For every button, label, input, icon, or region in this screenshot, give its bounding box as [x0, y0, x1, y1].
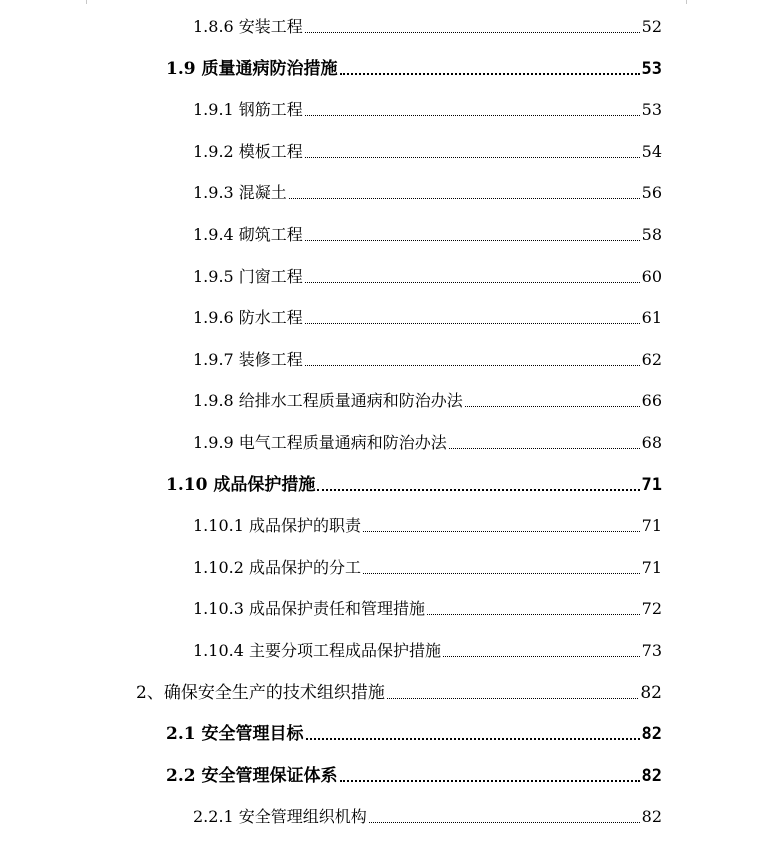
toc-entry[interactable] — [166, 764, 662, 788]
toc-entry-label: 1.10.3 成品保护责任和管理措施 — [193, 599, 425, 618]
toc-entry[interactable] — [193, 639, 662, 663]
page-corner-mark-right — [662, 0, 687, 4]
toc-dot-leader — [340, 73, 640, 75]
toc-entry-page: 52 — [641, 17, 662, 36]
toc-entry[interactable] — [193, 98, 662, 122]
toc-entry-page: 82 — [641, 766, 662, 786]
toc-entry[interactable] — [166, 722, 662, 746]
toc-entry[interactable] — [193, 597, 662, 621]
toc-dot-leader — [443, 656, 640, 657]
toc-entry-page: 58 — [641, 225, 662, 244]
toc-entry[interactable] — [193, 389, 662, 413]
toc-entry-page: 73 — [641, 641, 662, 660]
toc-dot-leader — [305, 157, 640, 158]
toc-entry-label: 1.9.4 砌筑工程 — [193, 225, 303, 244]
toc-entry[interactable] — [193, 805, 662, 829]
toc-entry-label: 1.9.8 给排水工程质量通病和防治办法 — [193, 391, 463, 410]
toc-dot-leader — [387, 698, 639, 699]
toc-entry-label: 1.9.2 模板工程 — [193, 142, 303, 161]
toc-entry[interactable] — [193, 223, 662, 247]
toc-dot-leader — [317, 489, 639, 491]
toc-dot-leader — [363, 531, 640, 532]
toc-dot-leader — [363, 573, 640, 574]
toc-dot-leader — [465, 406, 640, 407]
toc-entry-page: 71 — [641, 558, 662, 577]
toc-entry-label: 1.9.7 装修工程 — [193, 350, 303, 369]
toc-entry-label: 2.2 安全管理保证体系 — [166, 766, 338, 786]
toc-entry-page: 68 — [641, 433, 662, 452]
toc-dot-leader — [305, 240, 640, 241]
toc-entry[interactable] — [193, 348, 662, 372]
toc-dot-leader — [305, 365, 640, 366]
toc-entry-label: 1.10.1 成品保护的职责 — [193, 516, 361, 535]
toc-entry-page: 71 — [641, 516, 662, 535]
toc-dot-leader — [305, 282, 640, 283]
toc-entry[interactable] — [193, 556, 662, 580]
toc-entry[interactable] — [193, 15, 662, 39]
toc-dot-leader — [427, 614, 640, 615]
toc-dot-leader — [340, 780, 640, 782]
toc-entry-page: 82 — [641, 807, 662, 826]
toc-entry-page: 53 — [641, 59, 662, 79]
toc-entry-label: 1.10.4 主要分项工程成品保护措施 — [193, 641, 441, 660]
toc-entry[interactable] — [193, 306, 662, 330]
toc-entry-page: 53 — [641, 100, 662, 119]
toc-entry-page: 82 — [640, 683, 662, 703]
toc-entry[interactable] — [193, 514, 662, 538]
toc-entry-label: 2.1 安全管理目标 — [166, 724, 304, 744]
toc-entry-label: 1.8.6 安装工程 — [193, 17, 303, 36]
toc-entry-label: 1.9.9 电气工程质量通病和防治办法 — [193, 433, 447, 452]
toc-entry-label: 1.9.3 混凝土 — [193, 183, 287, 202]
toc-entry-label: 1.9 质量通病防治措施 — [166, 59, 338, 79]
toc-entry-label: 1.9.1 钢筋工程 — [193, 100, 303, 119]
toc-dot-leader — [306, 738, 640, 740]
toc-entry[interactable] — [136, 681, 662, 705]
toc-entry-page: 56 — [641, 183, 662, 202]
toc-entry-label: 1.10 成品保护措施 — [166, 475, 316, 495]
toc-dot-leader — [289, 198, 640, 199]
toc-dot-leader — [305, 323, 640, 324]
toc-dot-leader — [305, 32, 640, 33]
toc-dot-leader — [305, 115, 640, 116]
toc-dot-leader — [369, 822, 640, 823]
toc-entry-page: 60 — [641, 267, 662, 286]
toc-entry-page: 72 — [641, 599, 662, 618]
toc-entry-label: 1.9.5 门窗工程 — [193, 267, 303, 286]
toc-dot-leader — [449, 448, 640, 449]
toc-entry[interactable] — [166, 57, 662, 81]
toc-entry[interactable] — [193, 140, 662, 164]
toc-entry[interactable] — [193, 181, 662, 205]
toc-entry-label: 2.2.1 安全管理组织机构 — [193, 807, 367, 826]
toc-entry-page: 66 — [641, 391, 662, 410]
toc-entry-page: 61 — [641, 308, 662, 327]
toc-entry-page: 62 — [641, 350, 662, 369]
page-corner-mark-left — [86, 0, 111, 4]
toc-entry-label: 1.10.2 成品保护的分工 — [193, 558, 361, 577]
toc-entry-label: 2、确保安全生产的技术组织措施 — [136, 683, 385, 703]
toc-entry[interactable] — [193, 265, 662, 289]
toc-entry-label: 1.9.6 防水工程 — [193, 308, 303, 327]
toc-entry-page: 54 — [641, 142, 662, 161]
toc-entry[interactable] — [193, 431, 662, 455]
toc-entry[interactable] — [166, 473, 662, 497]
toc-entry-page: 82 — [641, 724, 662, 744]
toc-entry-page: 71 — [641, 475, 662, 495]
